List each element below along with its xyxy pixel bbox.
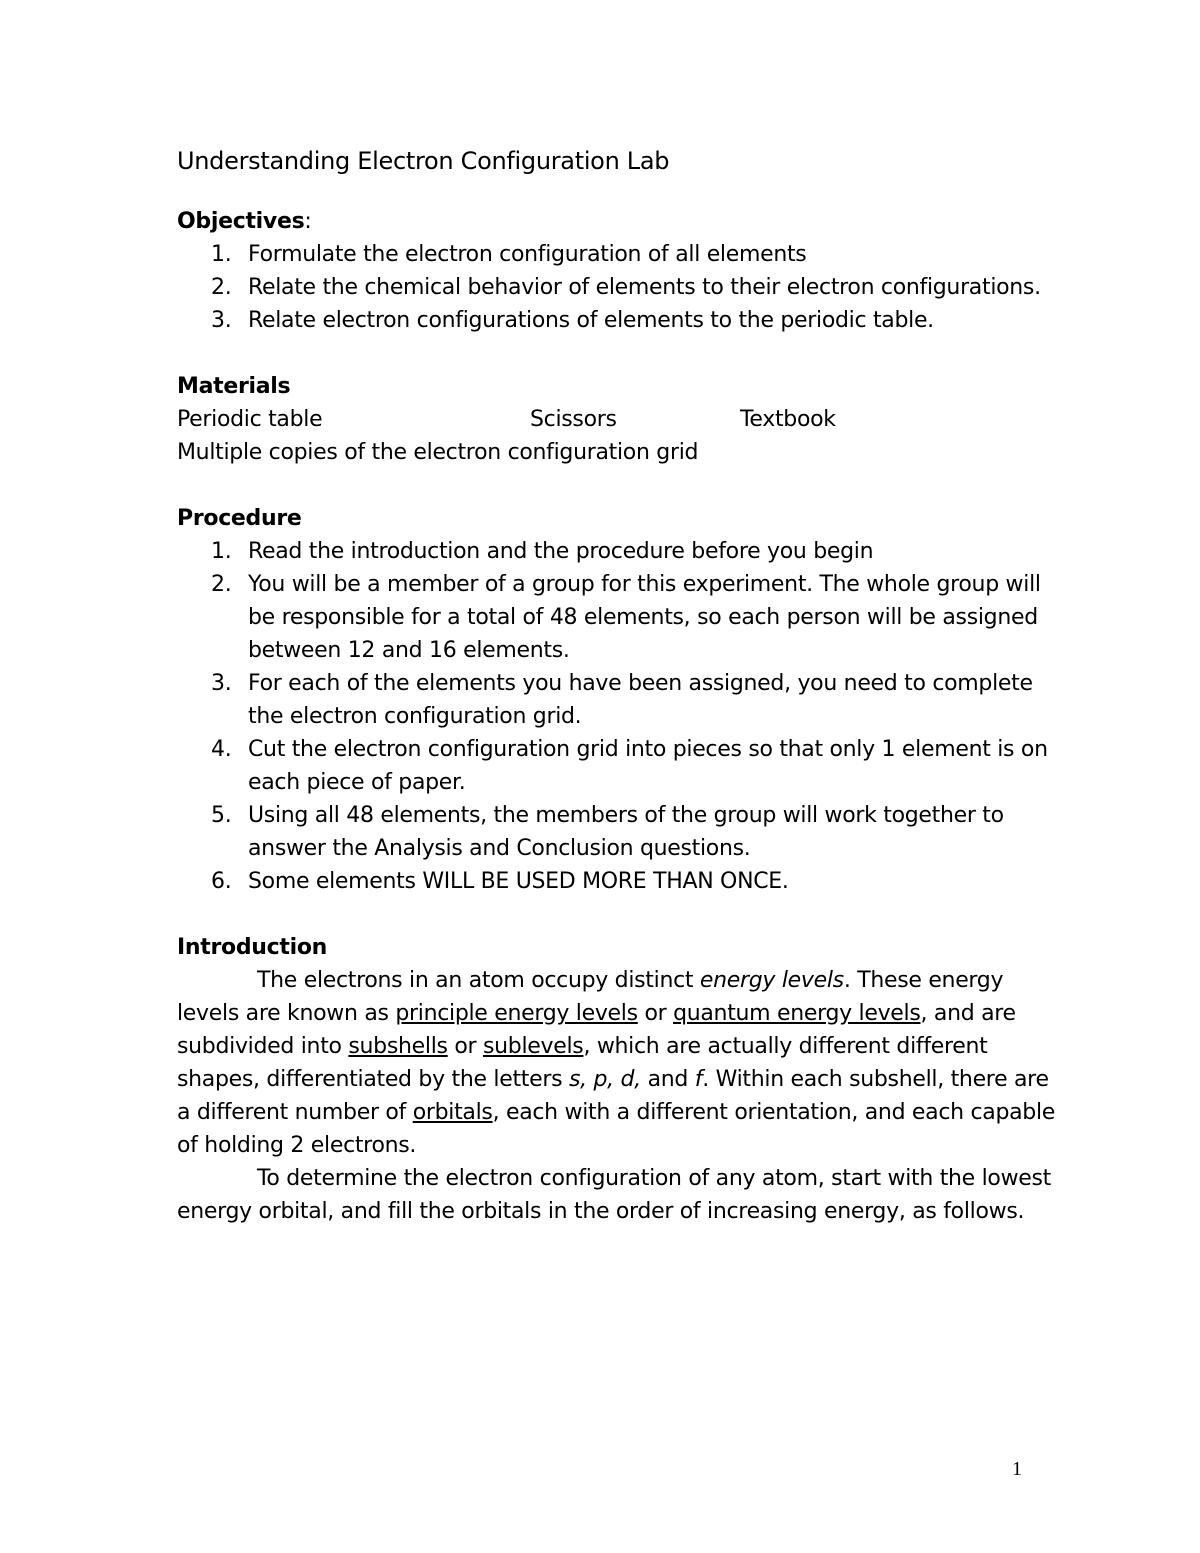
term-subshells: subshells <box>348 1034 448 1059</box>
material-scissors: Scissors <box>530 407 617 432</box>
material-periodic-table: Periodic table <box>177 407 323 432</box>
objectives-heading <box>177 205 1057 238</box>
term-f-letter: f <box>694 1067 703 1092</box>
term-principle-energy-levels: principle energy levels <box>395 1001 638 1026</box>
objectives-heading-colon: : <box>304 209 312 234</box>
page-number: 1 <box>1012 1458 1022 1480</box>
procedure-item: 5. Using all 48 elements, the members of the group will work together to answer the Analysis and Conclusion questions. <box>211 803 1004 861</box>
material-textbook: Textbook <box>740 407 836 432</box>
term-energy-levels: energy levels <box>699 968 844 993</box>
term-orbitals: orbitals <box>412 1100 493 1125</box>
document-body <box>177 143 1057 1228</box>
procedure-item: 2. You will be a member of a group for this experiment. The whole group will be responsible for a total of 48 elements, so each person will be assigned between 12 and 16 elements. <box>211 572 1041 663</box>
materials-row <box>177 403 1057 436</box>
objective-item: 2. Relate the chemical behavior of elements to their electron configurations. <box>211 275 1041 300</box>
introduction-paragraph-2: To determine the electron configuration of any atom, start with the lowest energy orbital, and fill the orbitals in the order of increasing energy, as follows. <box>177 1166 1051 1224</box>
procedure-list <box>177 535 1057 898</box>
page-title: Understanding Electron Configuration Lab <box>177 147 670 175</box>
objective-item: 3. Relate electron configurations of elements to the periodic table. <box>211 308 934 333</box>
material-grid-copies: Multiple copies of the electron configuration grid <box>177 440 699 465</box>
materials-heading: Materials <box>177 374 291 399</box>
term-spd-letters: s, p, d, <box>568 1067 641 1092</box>
procedure-item: 6. Some elements WILL BE USED MORE THAN ONCE. <box>211 869 789 894</box>
objectives-heading-label: Objectives <box>177 209 305 234</box>
procedure-heading: Procedure <box>177 506 302 531</box>
objective-item: 1. Formulate the electron configuration of all elements <box>211 242 807 267</box>
introduction-paragraph-1: The electrons in an atom occupy distinct energy levels. These energy levels are known as principle energy levels or quantum energy levels, and are subdivided into subshells or sublevels, which are actually different different shapes, differentiated by the letters s, p, d, and f. Within each subshell, there are a different number of orbitals, each with a different orientation, and each capable of holding 2 electrons. <box>177 968 1056 1158</box>
procedure-item: 3. For each of the elements you have been assigned, you need to complete the electron configuration grid. <box>211 671 1033 729</box>
term-quantum-energy-levels: quantum energy levels <box>673 1001 921 1026</box>
procedure-item: 4. Cut the electron configuration grid into pieces so that only 1 element is on each piece of paper. <box>211 737 1048 795</box>
introduction-heading: Introduction <box>177 935 328 960</box>
term-sublevels: sublevels <box>482 1034 584 1059</box>
objectives-list <box>177 238 1057 337</box>
procedure-item: 1. Read the introduction and the procedure before you begin <box>211 539 874 564</box>
